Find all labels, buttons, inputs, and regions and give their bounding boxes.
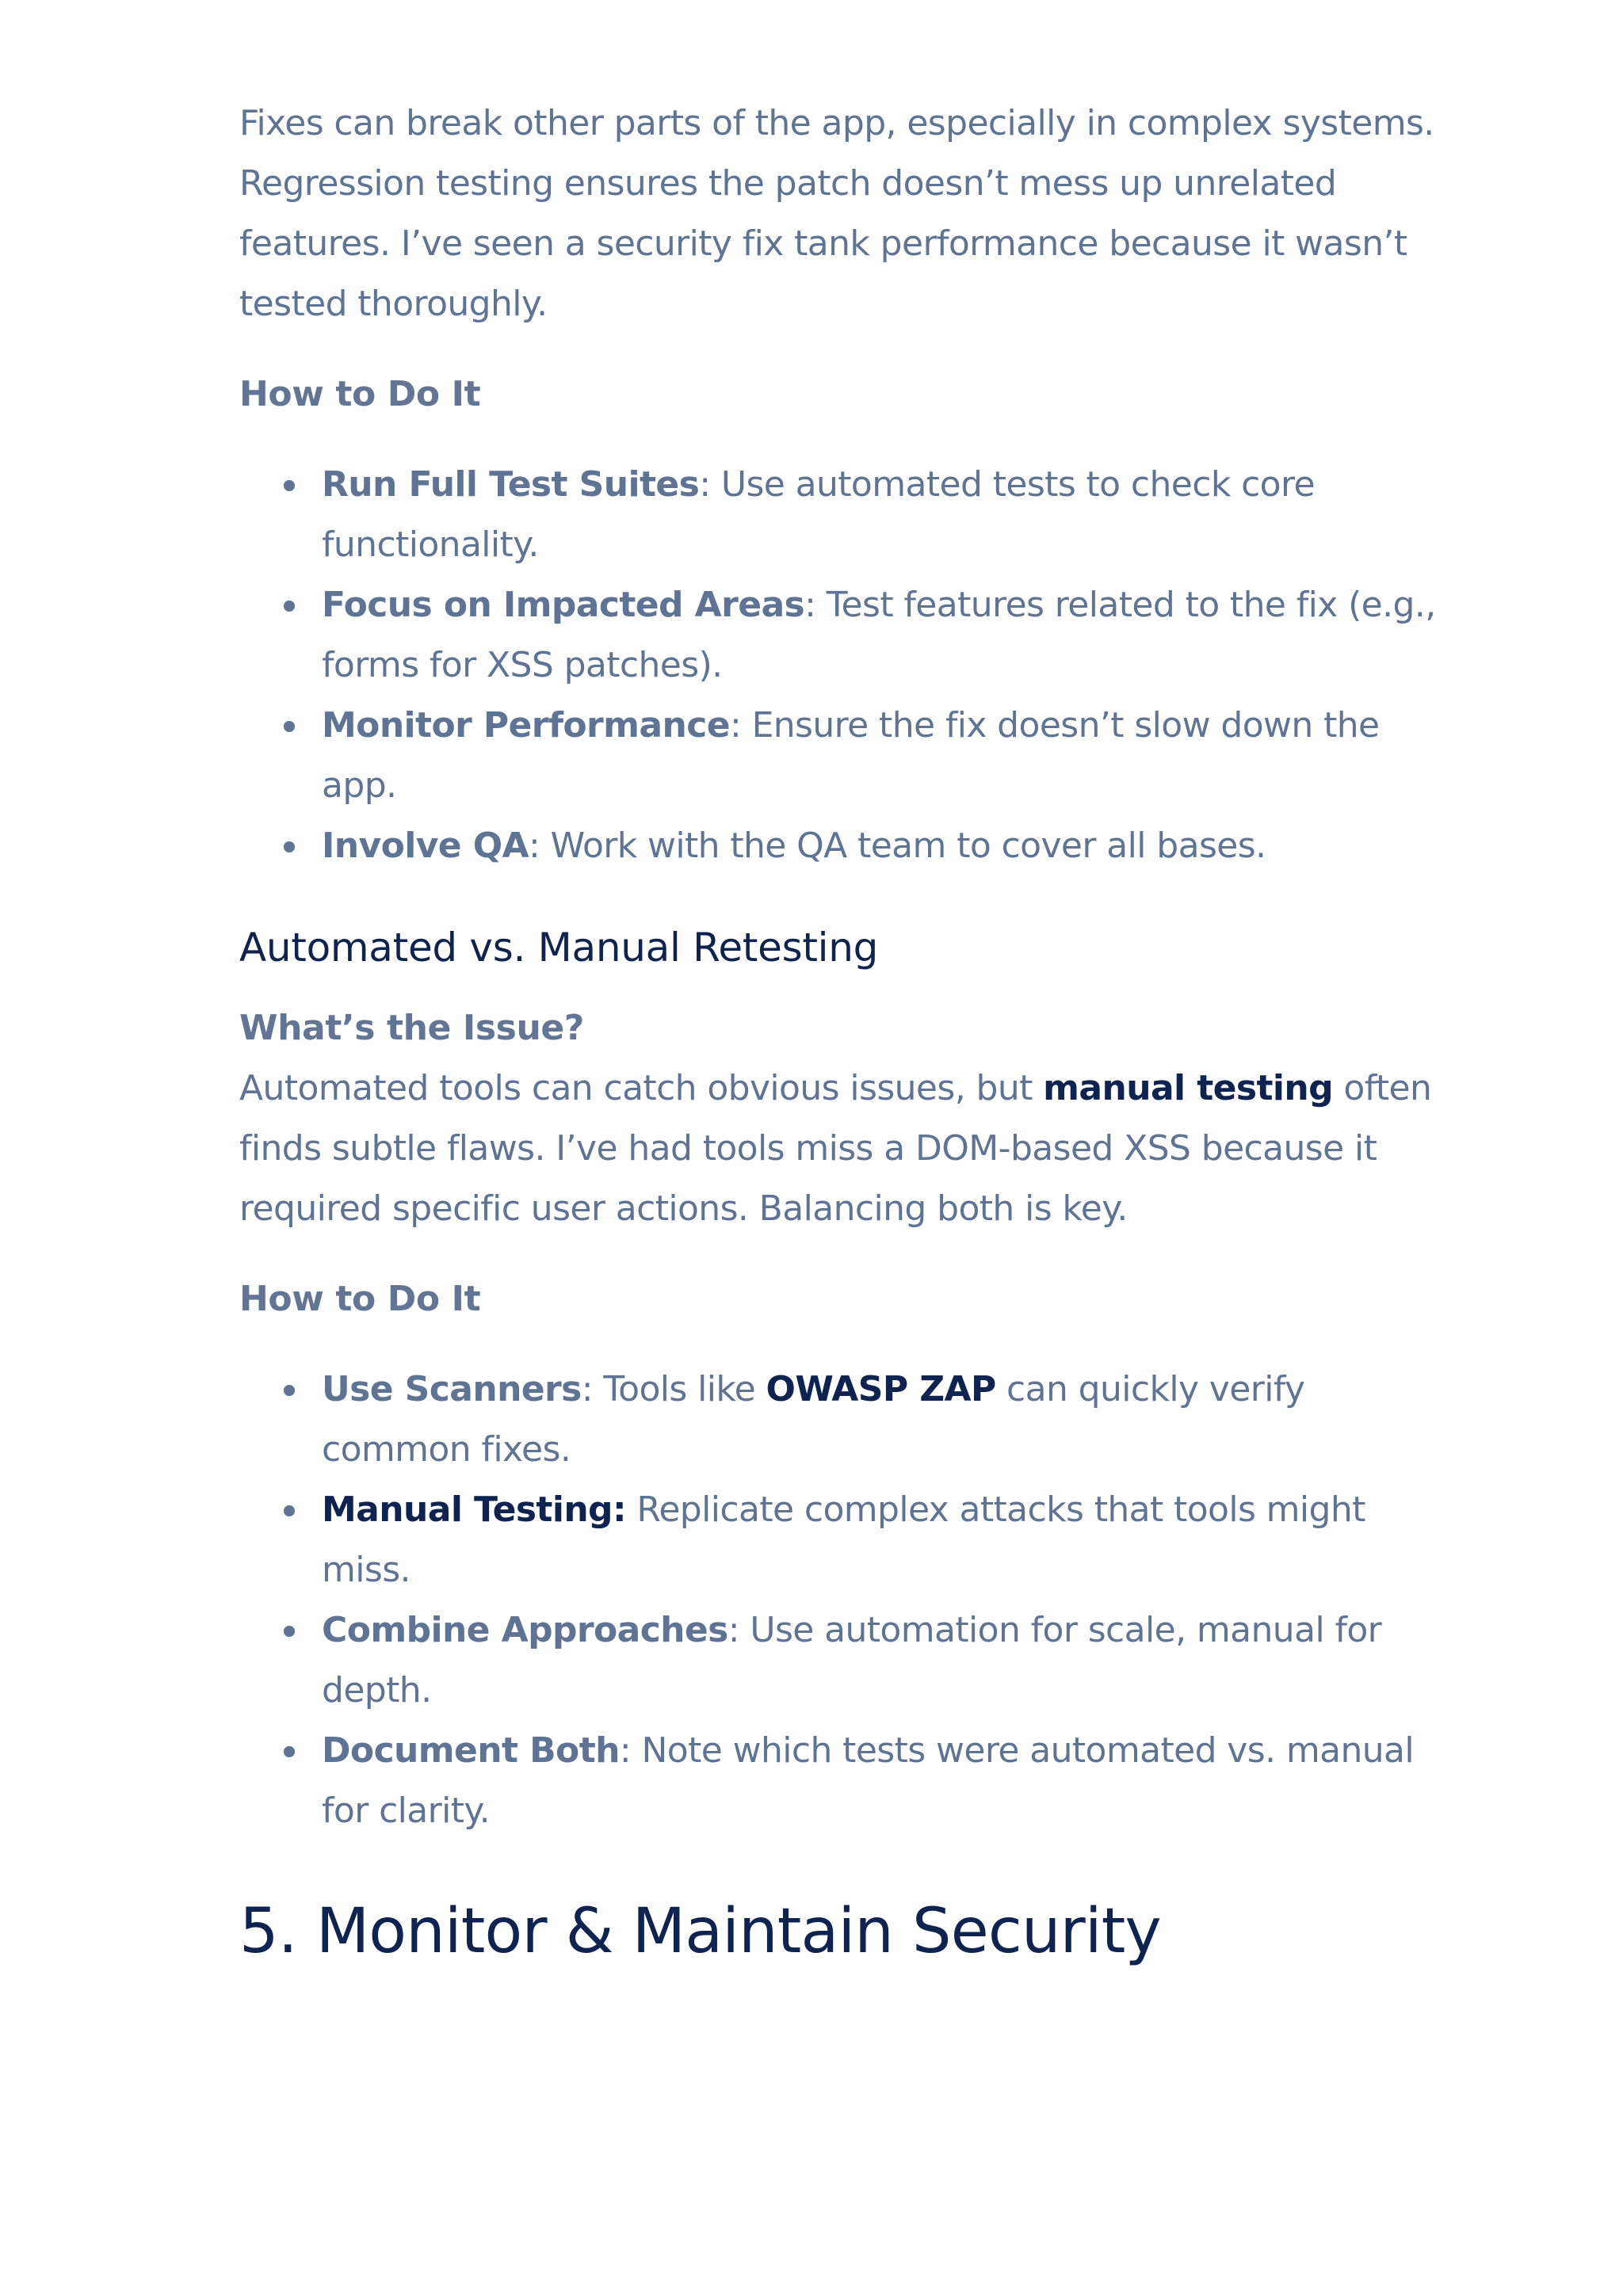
automated-vs-manual-heading: Automated vs. Manual Retesting bbox=[239, 925, 879, 971]
item-text-after: can quickly verify common fixes. bbox=[322, 1369, 1305, 1470]
item-title: Manual Testing: bbox=[322, 1489, 626, 1530]
owasp-zap-emphasis: OWASP ZAP bbox=[766, 1369, 996, 1409]
item-text: : Work with the QA team to cover all bases. bbox=[529, 826, 1266, 866]
list-item bbox=[322, 1360, 1444, 1480]
bullet-icon bbox=[284, 480, 295, 491]
issue-text-before: Automated tools can catch obvious issues, but bbox=[239, 1068, 1044, 1108]
regression-steps-list bbox=[239, 455, 1444, 876]
bullet-icon bbox=[284, 1626, 295, 1637]
monitor-maintain-security-heading: 5. Monitor & Maintain Security bbox=[239, 1896, 1161, 1967]
item-text: : Test features related to the fix (e.g., forms for XSS patches). bbox=[322, 585, 1436, 685]
list-item bbox=[322, 1480, 1444, 1600]
bullet-icon bbox=[284, 1505, 295, 1516]
item-title: Combine Approaches bbox=[322, 1610, 728, 1650]
list-item bbox=[322, 816, 1444, 876]
item-text: : Use automated tests to check core functionality. bbox=[322, 464, 1315, 565]
retesting-steps-list bbox=[239, 1360, 1444, 1841]
item-text: : Note which tests were automated vs. manual for clarity. bbox=[322, 1730, 1415, 1831]
list-item bbox=[322, 696, 1444, 816]
how-to-do-it-heading-2: How to Do It bbox=[239, 1279, 481, 1319]
item-title: Use Scanners bbox=[322, 1369, 582, 1409]
list-item bbox=[322, 575, 1444, 696]
item-text: Replicate complex attacks that tools might miss. bbox=[322, 1489, 1365, 1590]
list-item bbox=[322, 1600, 1444, 1721]
issue-text-after: often finds subtle flaws. I’ve had tools miss a DOM-based XSS because it required specific user actions. Balancing both is key. bbox=[239, 1068, 1432, 1229]
item-title: Monitor Performance bbox=[322, 705, 730, 746]
list-item bbox=[322, 1721, 1444, 1841]
issue-paragraph bbox=[239, 1058, 1444, 1239]
item-title: Involve QA bbox=[322, 826, 529, 866]
how-to-do-it-heading: How to Do It bbox=[239, 374, 481, 414]
bullet-icon bbox=[284, 601, 295, 612]
article-content bbox=[239, 93, 1444, 1971]
list-item bbox=[322, 455, 1444, 575]
item-title: Document Both bbox=[322, 1730, 620, 1771]
item-text: : Ensure the fix doesn’t slow down the app. bbox=[322, 705, 1380, 806]
item-text: : Tools like bbox=[581, 1369, 766, 1409]
regression-intro-paragraph: Fixes can break other parts of the app, especially in complex systems. Regression testing ensures the patch doesn’t mess up unrelated features. I’ve seen a security fix tank performance because it wasn’t tested thoroughly. bbox=[239, 103, 1434, 324]
whats-the-issue-heading: What’s the Issue? bbox=[239, 1008, 584, 1048]
manual-testing-emphasis: manual testing bbox=[1043, 1068, 1334, 1108]
item-text: : Use automation for scale, manual for depth. bbox=[322, 1610, 1382, 1711]
item-title: Run Full Test Suites bbox=[322, 464, 700, 505]
bullet-icon bbox=[284, 721, 295, 732]
bullet-icon bbox=[284, 841, 295, 852]
bullet-icon bbox=[284, 1746, 295, 1757]
item-title: Focus on Impacted Areas bbox=[322, 585, 805, 625]
bullet-icon bbox=[284, 1385, 295, 1396]
